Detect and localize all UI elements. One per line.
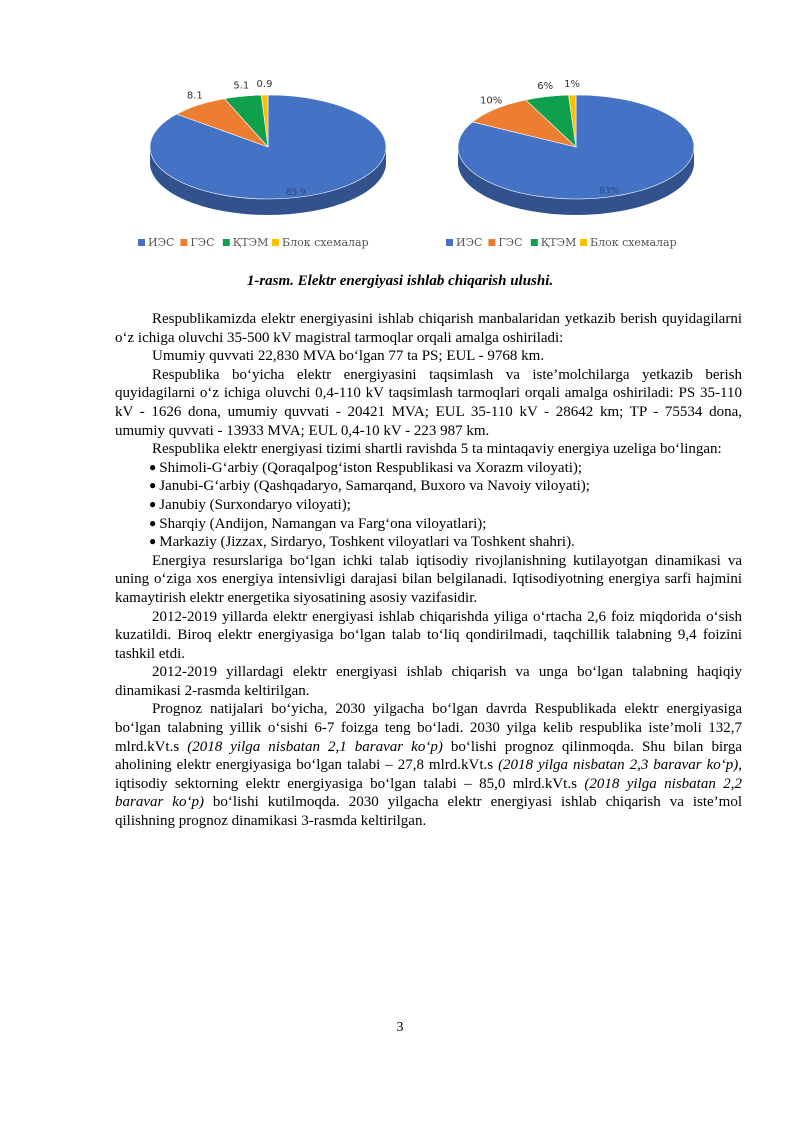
legend-label: ҚТЭМ (232, 236, 269, 249)
legend-label: ҚТЭМ (540, 236, 577, 249)
legend-item (531, 236, 577, 249)
legend-item (180, 236, 214, 249)
legend-item (272, 236, 369, 249)
bullet-item: ● Shimoli-G‘arbiy (Qoraqalpog‘iston Respublikasi va Xorazm viloyati); (149, 459, 583, 476)
paragraph: 2012-2019 yillardagi elektr energiyasi ishlab chiqarish va unga bo‘lgan talabning haqiqiy dinamikasi 2-rasmda keltirilgan. (115, 664, 742, 699)
legend-label: ИЭС (148, 236, 175, 249)
bullet-item: ● Janubiy (Surxondaryo viloyati); (149, 496, 351, 513)
paragraph: Respublika elektr energiyasi tizimi shartli ravishda 5 ta mintaqaviy energiya uzeliga bo‘lingan: (152, 441, 722, 458)
body-text (115, 310, 742, 831)
bullet-item: ● Janubi-G‘arbiy (Qashqadaryo, Samarqand, Buxoro va Navoiy viloyati); (149, 478, 590, 495)
pie-data-label: 8.1 (186, 90, 203, 102)
page-number: 3 (396, 1020, 404, 1035)
figure-caption: 1-rasm. Elektr energiyasi ishlab chiqarish ulushi. (246, 273, 554, 289)
paragraph: Respublika bo‘yicha elektr energiyasini taqsimlash va iste’molchilarga yetkazib berish quyidagilarni o‘z ichiga oluvchi 0,4-110 kV taqsimlash tarmoqlari orqali amalga oshiriladi: PS 35-110 kV - 1626 dona, umumiy quvvati - 20421 MVA; EUL 35-110 kV - 28642 km; TP - 75534 dona, umumiy quvvati - 13933 MVA; EUL 0,4-10 kV - 223 987 km. (115, 366, 742, 439)
legend-swatch (488, 239, 495, 246)
legend-item (580, 236, 677, 249)
legend-swatch (272, 239, 279, 246)
legend-swatch (446, 239, 453, 246)
legend-swatch (580, 239, 587, 246)
paragraph: 2012-2019 yillarda elektr energiyasi ishlab chiqarishda yiliga o‘rtacha 2,6 foiz miqdorida o‘sish kuzatildi. Biroq elektr energiyasiga bo‘lgan talab to‘liq qondirilmadi, taqchillik talabning 9,4 foizini tashkil etdi. (115, 608, 742, 662)
legend-label: ГЭС (190, 236, 215, 249)
legend-swatch (138, 239, 145, 246)
pie-chart-right (446, 79, 694, 249)
paragraph: Respublikamizda elektr energiyasini ishlab chiqarish manbalaridan yetkazib berish quyidagilarni o‘z ichiga oluvchi 35-500 kV magistral tarmoqlar orqali amalga oshiriladi: (115, 311, 742, 346)
bullet-icon: ● (149, 459, 157, 474)
pie-data-label: 85.9 (285, 187, 306, 198)
pie-data-label: 5.1 (233, 80, 250, 92)
pie-charts (110, 60, 730, 260)
bullet-item: ● Markaziy (Jizzax, Sirdaryo, Toshkent viloyatlari va Toshkent shahri). (149, 534, 575, 551)
bullet-item: ● Sharqiy (Andijon, Namangan va Farg‘ona viloyatlari); (149, 515, 487, 532)
legend-item (446, 236, 482, 249)
paragraph-prognoz: Prognoz natijalari bo‘yicha, 2030 yilgacha bo‘lgan davrda Respublikada elektr energiyasiga bo‘lgan talabning yillik o‘sishi 6-7 foizga teng bo‘ladi. 2030 yilga kelib respublika iste’moli 132,7 mlrd.kVt.s (2018 yilga nisbatan 2,1 baravar ko‘p) bo‘lishi prognoz qilinmoqda. Shu bilan birga aholining elektr energiyasiga bo‘lgan talabi – 27,8 mlrd.kVt.s (2018 yilga nisbatan 2,3 baravar ko‘p), iqtisodiy sektorning elektr energiyasiga bo‘lgan talabi – 85,0 mlrd.kVt.s (2018 yilga nisbatan 2,2 baravar ko‘p) bo‘lishi kutilmoqda. 2030 yilgacha elektr energiyasi ishlab chiqarish va iste’mol qilishning prognoz dinamikasi 3-rasmda keltirilgan. (115, 701, 743, 830)
legend-item (488, 236, 522, 249)
legend-label: Блок схемалар (282, 236, 369, 249)
legend-label: ГЭС (498, 236, 523, 249)
pie-data-label: 1% (564, 79, 581, 91)
pie-data-label: 10% (479, 95, 503, 107)
legend-label: Блок схемалар (590, 236, 677, 249)
legend-label: ИЭС (456, 236, 483, 249)
bullet-icon: ● (149, 496, 157, 511)
pie-chart-left (138, 79, 386, 249)
pie-data-label: 6% (537, 80, 554, 92)
bullet-icon: ● (149, 478, 157, 493)
bullet-icon: ● (149, 515, 157, 530)
pie-data-label: 83% (599, 186, 620, 197)
legend-swatch (180, 239, 187, 246)
paragraph: Energiya resurslariga bo‘lgan ichki talab iqtisodiy rivojlanishning kutilayotgan dinamikasi va uning o‘ziga xos energiya intensivligi darajasi bilan belgilanadi. Iqtisodiyotning energiya sarfi hajmini kamaytirish elektr energetika siyosatining asosiy vazifasidir. (115, 552, 742, 606)
legend-swatch (223, 239, 230, 246)
bullet-icon: ● (149, 534, 157, 549)
paragraph: Umumiy quvvati 22,830 MVA bo‘lgan 77 ta PS; EUL - 9768 km. (152, 348, 545, 365)
legend-item (223, 236, 269, 249)
legend-item (138, 236, 174, 249)
legend-swatch (531, 239, 538, 246)
pie-data-label: 0.9 (256, 79, 273, 91)
